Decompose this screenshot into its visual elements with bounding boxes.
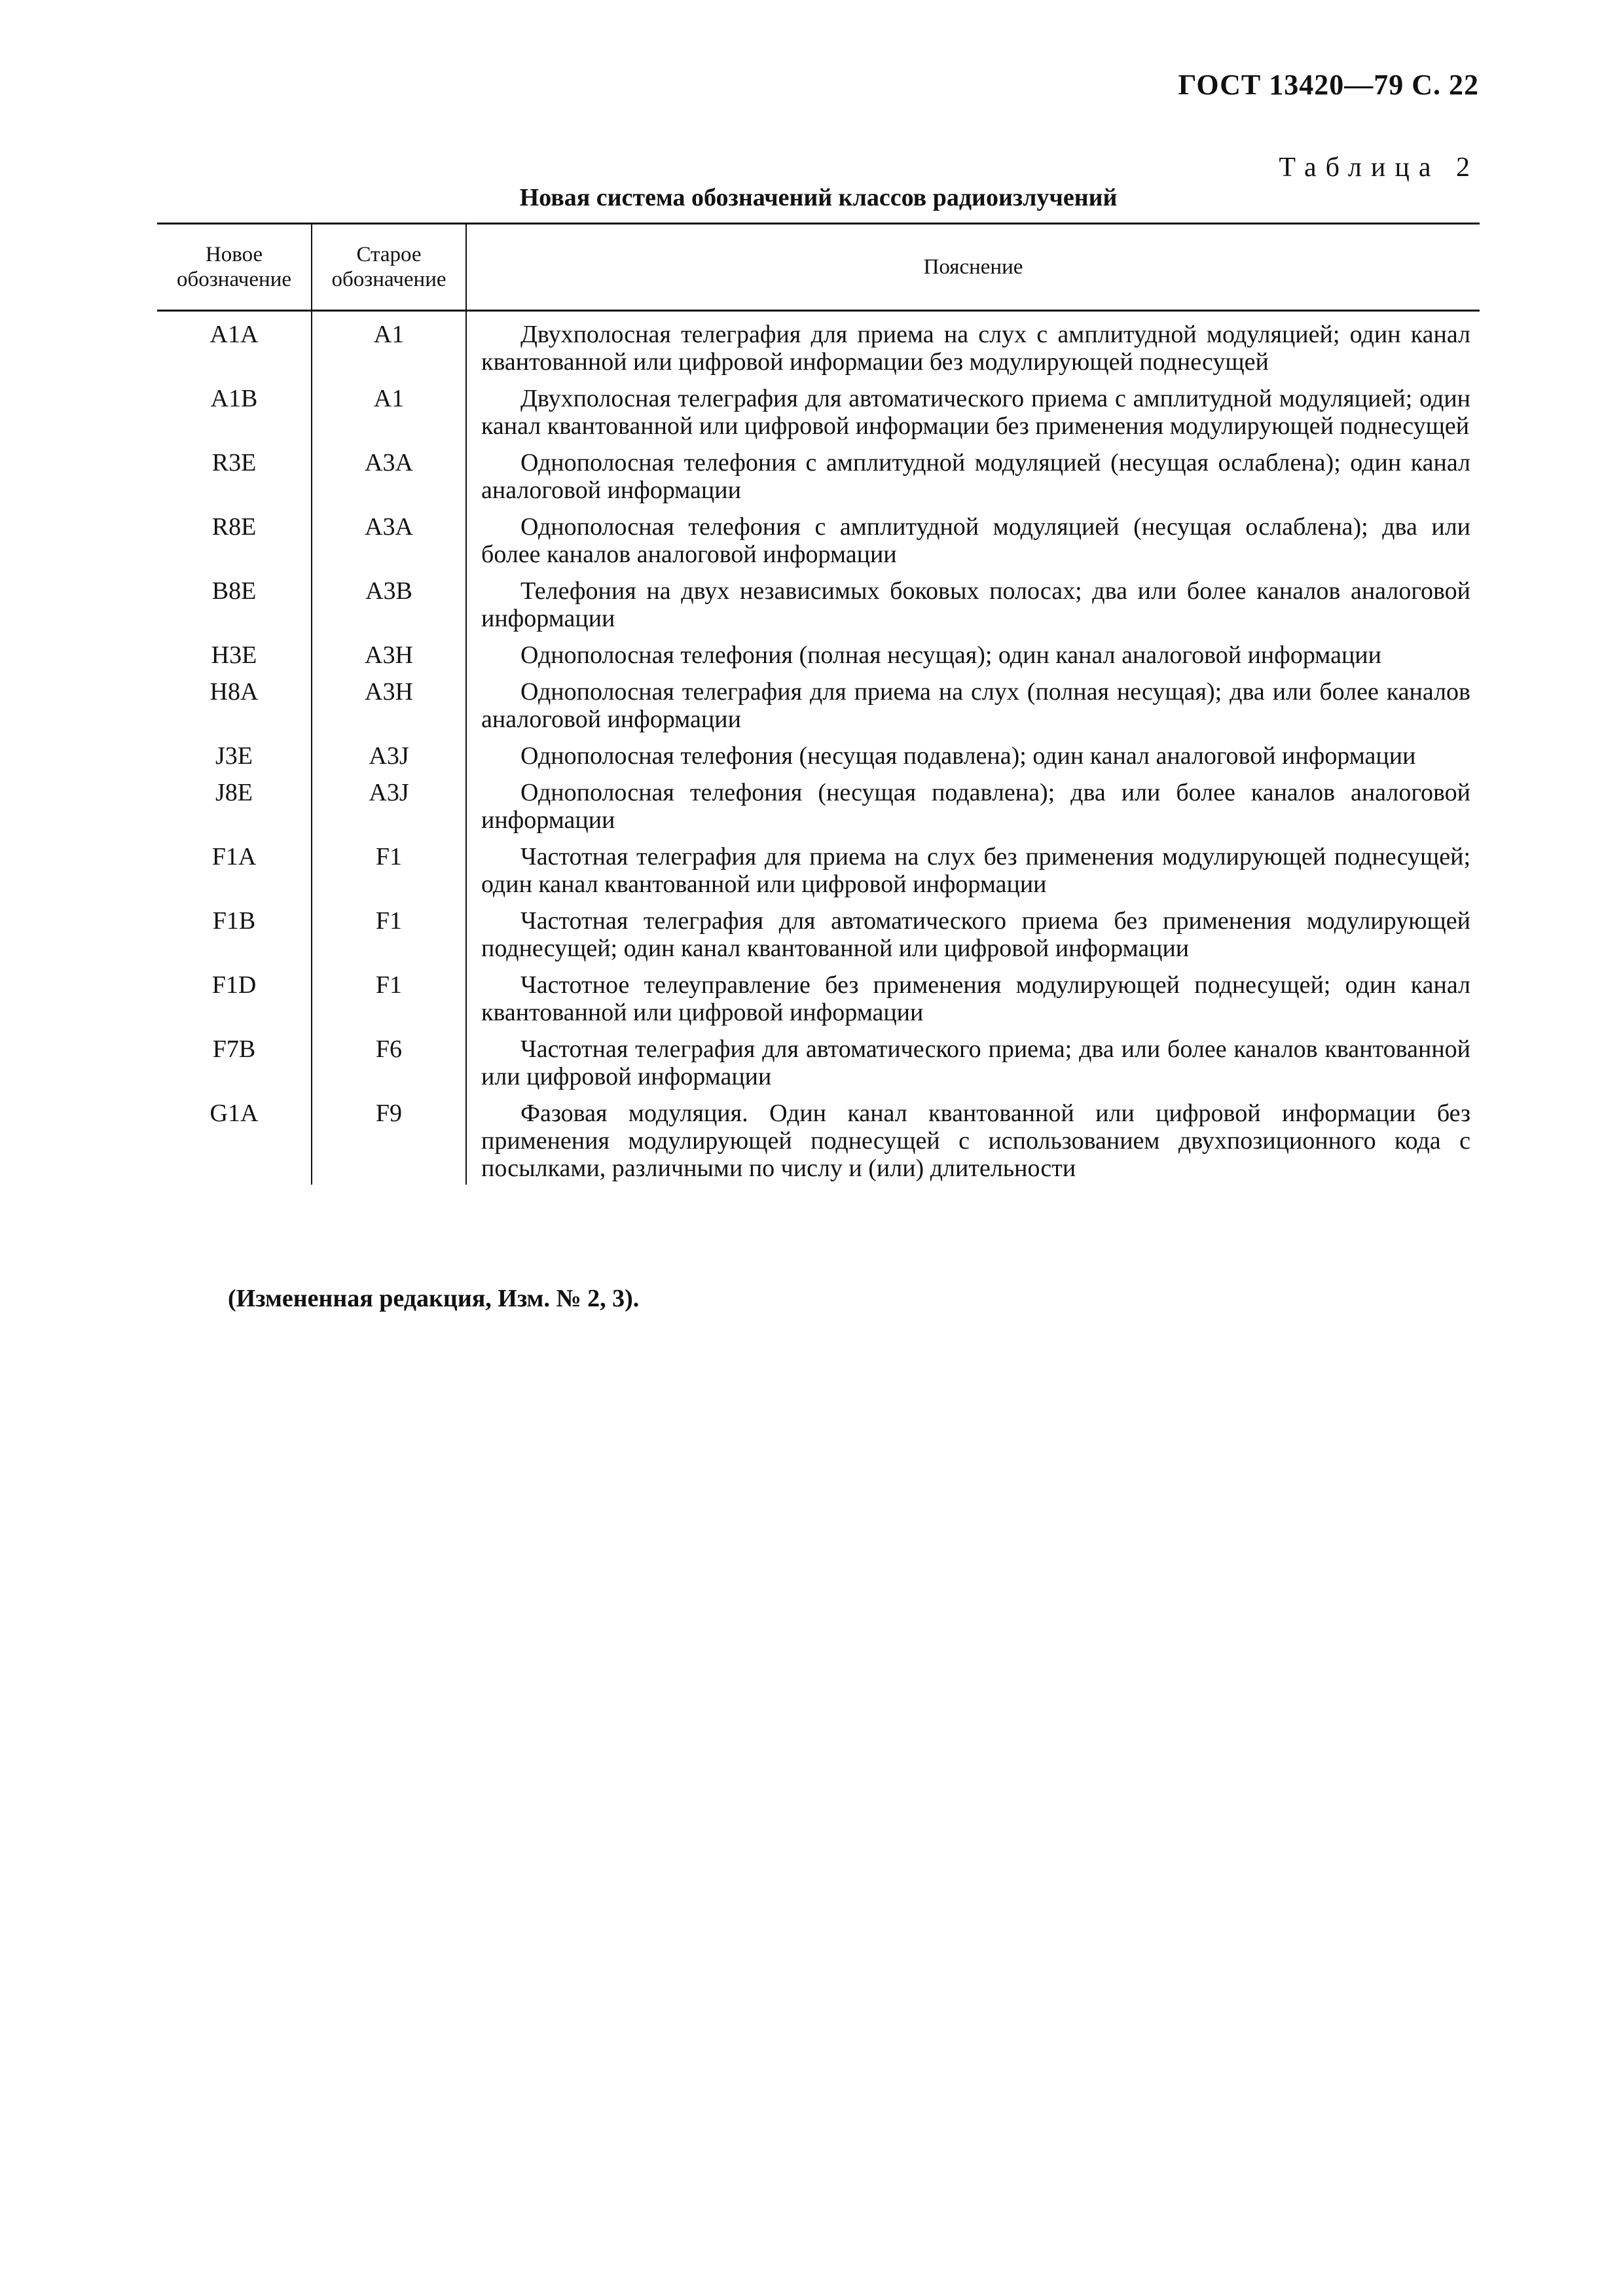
explanation-cell [466, 1029, 1480, 1093]
explanation-cell [466, 442, 1480, 507]
designation-table [157, 223, 1480, 1185]
explanation-text: Однополосная телефония с амплитудной модуляцией (несущая ослаблена); два или более каналов аналоговой информации [481, 513, 1470, 568]
old-designation-cell: A3H [312, 635, 466, 672]
old-designation-cell: A1 [312, 311, 466, 379]
new-designation-cell: F1D [157, 965, 312, 1029]
page-header: ГОСТ 13420—79 С. 22 [1178, 69, 1479, 101]
amendment-note: (Измененная редакция, Изм. № 2, 3). [228, 1285, 640, 1312]
new-designation-cell: R8E [157, 507, 312, 571]
new-designation-cell: F1A [157, 836, 312, 901]
column-header-explanation: Пояснение [466, 224, 1480, 311]
table-row [157, 772, 1480, 836]
explanation-cell [466, 736, 1480, 772]
new-designation-cell: F7B [157, 1029, 312, 1093]
new-designation-cell: H3E [157, 635, 312, 672]
explanation-cell [466, 635, 1480, 672]
table-body [157, 311, 1480, 1185]
explanation-cell [466, 672, 1480, 736]
explanation-text: Частотная телеграфия для приема на слух без применения модулирующей поднесущей; один канал квантованной или цифровой информации [481, 843, 1470, 898]
table-row [157, 442, 1480, 507]
old-designation-cell: A3J [312, 772, 466, 836]
table-label: Таблица 2 [1279, 152, 1479, 183]
old-designation-cell: F1 [312, 836, 466, 901]
new-designation-cell: H8A [157, 672, 312, 736]
new-designation-cell: J8E [157, 772, 312, 836]
old-designation-cell: A3J [312, 736, 466, 772]
explanation-text: Однополосная телефония (несущая подавлена); два или более каналов аналоговой информации [481, 779, 1470, 834]
table-row [157, 736, 1480, 772]
explanation-cell [466, 311, 1480, 379]
explanation-text: Однополосная телефония с амплитудной модуляцией (несущая ослаблена); один канал аналоговой информации [481, 449, 1470, 504]
explanation-cell [466, 378, 1480, 442]
column-header-new: Новое обозначение [157, 224, 312, 311]
old-designation-cell: F1 [312, 965, 466, 1029]
explanation-cell [466, 901, 1480, 965]
old-designation-cell: A3A [312, 507, 466, 571]
table-row [157, 1093, 1480, 1185]
new-designation-cell: A1A [157, 311, 312, 379]
old-designation-cell: A3H [312, 672, 466, 736]
explanation-cell [466, 836, 1480, 901]
table-header-row [157, 224, 1480, 311]
new-designation-cell: B8E [157, 571, 312, 635]
old-designation-cell: F6 [312, 1029, 466, 1093]
explanation-text: Телефония на двух независимых боковых полосах; два или более каналов аналоговой информации [481, 577, 1470, 632]
table-row [157, 378, 1480, 442]
table-row [157, 672, 1480, 736]
explanation-cell [466, 772, 1480, 836]
explanation-text: Однополосная телефония (полная несущая); один канал аналоговой информации [520, 641, 1381, 669]
table-row [157, 311, 1480, 379]
new-designation-cell: R3E [157, 442, 312, 507]
explanation-text: Частотная телеграфия для автоматического приема без применения модулирующей поднесущей; один канал квантованной или цифровой информации [481, 907, 1470, 962]
explanation-text: Фазовая модуляция. Один канал квантованной или цифровой информации без применения модулирующей поднесущей с использованием двухпозиционного кода с посылками, различными по числу и (или) длительности [481, 1100, 1470, 1182]
table-row [157, 571, 1480, 635]
old-designation-cell: F1 [312, 901, 466, 965]
table-row [157, 507, 1480, 571]
new-designation-cell: A1B [157, 378, 312, 442]
explanation-cell [466, 965, 1480, 1029]
explanation-cell [466, 571, 1480, 635]
new-designation-cell: G1A [157, 1093, 312, 1185]
explanation-text: Частотная телеграфия для автоматического приема; два или более каналов квантованной или цифровой информации [481, 1035, 1470, 1090]
column-header-old: Старое обозначение [312, 224, 466, 311]
old-designation-cell: A1 [312, 378, 466, 442]
explanation-cell [466, 507, 1480, 571]
old-designation-cell: A3B [312, 571, 466, 635]
table-row [157, 901, 1480, 965]
table-row [157, 836, 1480, 901]
explanation-cell [466, 1093, 1480, 1185]
explanation-text: Частотное телеуправление без применения модулирующей поднесущей; один канал квантованной или цифровой информации [481, 971, 1470, 1026]
new-designation-cell: F1B [157, 901, 312, 965]
old-designation-cell: A3A [312, 442, 466, 507]
explanation-text: Двухполосная телеграфия для автоматического приема с амплитудной модуляцией; один канал квантованной или цифровой информации без применения модулирующей поднесущей [481, 385, 1470, 440]
table-row [157, 635, 1480, 672]
table-title: Новая система обозначений классов радиоизлучений [519, 184, 1118, 211]
explanation-text: Однополосная телеграфия для приема на слух (полная несущая); два или более каналов аналоговой информации [481, 678, 1470, 733]
table-row [157, 1029, 1480, 1093]
new-designation-cell: J3E [157, 736, 312, 772]
explanation-text: Однополосная телефония (несущая подавлена); один канал аналоговой информации [520, 742, 1416, 770]
old-designation-cell: F9 [312, 1093, 466, 1185]
table-row [157, 965, 1480, 1029]
explanation-text: Двухполосная телеграфия для приема на слух с амплитудной модуляцией; один канал квантованной или цифровой информации без модулирующей поднесущей [481, 321, 1470, 376]
